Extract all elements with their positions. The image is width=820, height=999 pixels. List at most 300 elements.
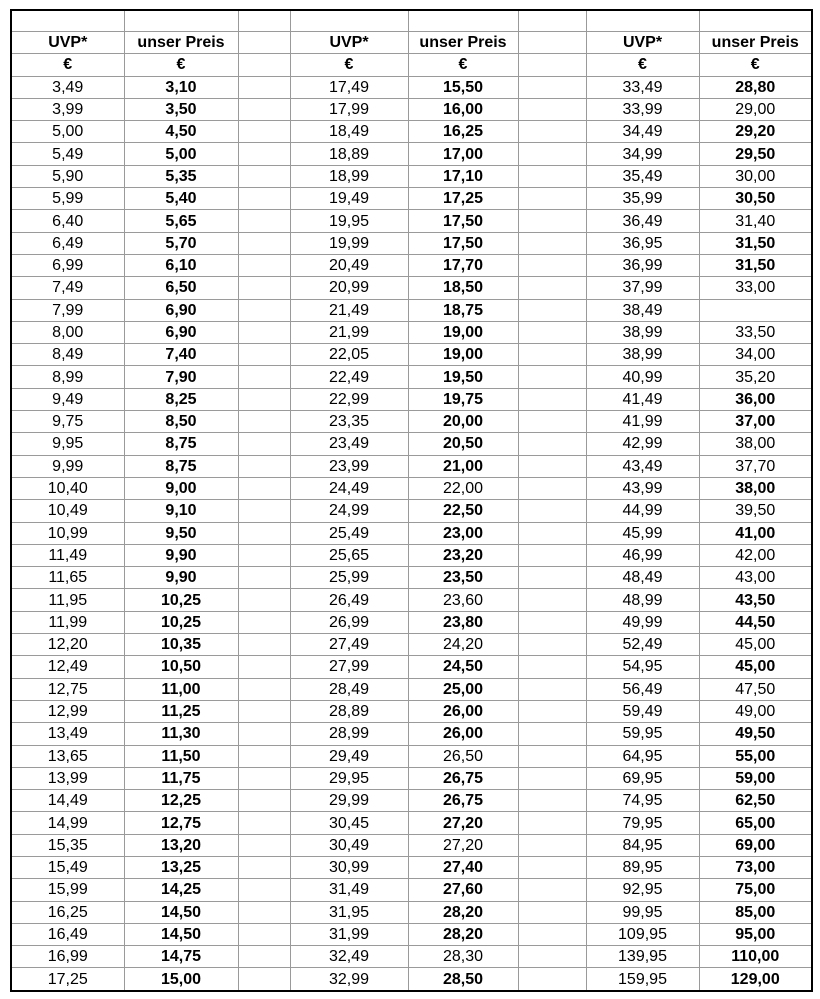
- unser-preis-cell[interactable]: 22,00: [408, 477, 518, 499]
- currency-cell[interactable]: €: [699, 54, 812, 76]
- uvp-cell[interactable]: 17,99: [290, 98, 408, 120]
- uvp-cell[interactable]: 56,49: [586, 678, 699, 700]
- unser-preis-cell[interactable]: 11,30: [124, 723, 238, 745]
- uvp-cell[interactable]: 24,99: [290, 500, 408, 522]
- uvp-cell[interactable]: 43,49: [586, 455, 699, 477]
- uvp-cell[interactable]: 5,90: [11, 165, 124, 187]
- uvp-cell[interactable]: 9,75: [11, 411, 124, 433]
- spacer-cell[interactable]: [238, 856, 290, 878]
- unser-preis-cell[interactable]: 38,00: [699, 433, 812, 455]
- spacer-cell[interactable]: [518, 433, 586, 455]
- uvp-cell[interactable]: 22,49: [290, 366, 408, 388]
- unser-preis-cell[interactable]: 14,50: [124, 923, 238, 945]
- spacer-cell[interactable]: [518, 678, 586, 700]
- uvp-cell[interactable]: 34,49: [586, 121, 699, 143]
- uvp-cell[interactable]: 23,99: [290, 455, 408, 477]
- uvp-cell[interactable]: 64,95: [586, 745, 699, 767]
- unser-preis-cell[interactable]: 9,90: [124, 544, 238, 566]
- spacer-cell[interactable]: [518, 411, 586, 433]
- uvp-cell[interactable]: 36,95: [586, 232, 699, 254]
- uvp-cell[interactable]: 31,49: [290, 879, 408, 901]
- uvp-cell[interactable]: 15,49: [11, 856, 124, 878]
- spacer-cell[interactable]: [518, 879, 586, 901]
- uvp-cell[interactable]: 45,99: [586, 522, 699, 544]
- unser-preis-cell[interactable]: 11,00: [124, 678, 238, 700]
- uvp-cell[interactable]: 99,95: [586, 901, 699, 923]
- unser-preis-cell[interactable]: 19,75: [408, 388, 518, 410]
- spacer-cell[interactable]: [518, 767, 586, 789]
- uvp-cell[interactable]: 9,95: [11, 433, 124, 455]
- unser-preis-cell[interactable]: 26,00: [408, 700, 518, 722]
- uvp-cell[interactable]: 41,49: [586, 388, 699, 410]
- unser-preis-cell[interactable]: 49,50: [699, 723, 812, 745]
- uvp-cell[interactable]: 33,99: [586, 98, 699, 120]
- unser-preis-cell[interactable]: 26,50: [408, 745, 518, 767]
- uvp-cell[interactable]: 27,49: [290, 634, 408, 656]
- unser-preis-cell[interactable]: 49,00: [699, 700, 812, 722]
- uvp-cell[interactable]: 79,95: [586, 812, 699, 834]
- spacer-cell[interactable]: [518, 477, 586, 499]
- unser-preis-cell[interactable]: 15,50: [408, 76, 518, 98]
- unser-preis-cell[interactable]: 31,50: [699, 254, 812, 276]
- spacer-cell[interactable]: [518, 946, 586, 968]
- spacer-cell[interactable]: [518, 277, 586, 299]
- unser-preis-cell[interactable]: 5,40: [124, 188, 238, 210]
- unser-preis-cell[interactable]: 5,65: [124, 210, 238, 232]
- unser-preis-cell[interactable]: 24,20: [408, 634, 518, 656]
- uvp-cell[interactable]: 5,00: [11, 121, 124, 143]
- unser-preis-cell[interactable]: 47,50: [699, 678, 812, 700]
- uvp-cell[interactable]: 20,99: [290, 277, 408, 299]
- currency-cell[interactable]: €: [11, 54, 124, 76]
- spacer-cell[interactable]: [518, 567, 586, 589]
- unser-preis-cell[interactable]: 55,00: [699, 745, 812, 767]
- spacer-cell[interactable]: [518, 723, 586, 745]
- unser-preis-cell[interactable]: 43,50: [699, 589, 812, 611]
- unser-preis-cell[interactable]: 42,00: [699, 544, 812, 566]
- uvp-cell[interactable]: 15,35: [11, 834, 124, 856]
- uvp-cell[interactable]: 16,99: [11, 946, 124, 968]
- unser-preis-cell[interactable]: 39,50: [699, 500, 812, 522]
- uvp-cell[interactable]: 74,95: [586, 790, 699, 812]
- spacer-cell[interactable]: [238, 433, 290, 455]
- uvp-cell[interactable]: 18,49: [290, 121, 408, 143]
- spacer-cell[interactable]: [238, 188, 290, 210]
- spacer-cell[interactable]: [238, 165, 290, 187]
- spacer-cell[interactable]: [238, 232, 290, 254]
- uvp-cell[interactable]: 36,49: [586, 210, 699, 232]
- currency-cell[interactable]: €: [124, 54, 238, 76]
- unser-preis-cell[interactable]: 9,90: [124, 567, 238, 589]
- spacer-cell[interactable]: [238, 143, 290, 165]
- unser-preis-cell[interactable]: 95,00: [699, 923, 812, 945]
- spacer-cell[interactable]: [518, 98, 586, 120]
- unser-preis-cell[interactable]: 17,25: [408, 188, 518, 210]
- unser-preis-cell[interactable]: 7,90: [124, 366, 238, 388]
- spacer-cell[interactable]: [518, 834, 586, 856]
- spacer-cell[interactable]: [518, 700, 586, 722]
- unser-preis-cell[interactable]: 29,00: [699, 98, 812, 120]
- spacer-cell[interactable]: [518, 366, 586, 388]
- unser-preis-cell[interactable]: 29,20: [699, 121, 812, 143]
- uvp-cell[interactable]: 5,49: [11, 143, 124, 165]
- spacer-cell[interactable]: [518, 812, 586, 834]
- unser-preis-cell[interactable]: 8,25: [124, 388, 238, 410]
- uvp-cell[interactable]: 10,40: [11, 477, 124, 499]
- spacer-cell[interactable]: [518, 254, 586, 276]
- unser-preis-cell[interactable]: 5,00: [124, 143, 238, 165]
- unser-preis-cell[interactable]: 5,70: [124, 232, 238, 254]
- uvp-header-2[interactable]: UVP*: [290, 32, 408, 54]
- unser-preis-cell[interactable]: 28,20: [408, 901, 518, 923]
- uvp-cell[interactable]: 8,49: [11, 344, 124, 366]
- unser-preis-cell[interactable]: 41,00: [699, 522, 812, 544]
- unser-preis-cell[interactable]: 11,50: [124, 745, 238, 767]
- uvp-cell[interactable]: 37,99: [586, 277, 699, 299]
- spacer-cell[interactable]: [518, 32, 586, 54]
- unser-preis-cell[interactable]: 22,50: [408, 500, 518, 522]
- unser-preis-cell[interactable]: 20,00: [408, 411, 518, 433]
- unser-preis-cell[interactable]: 12,75: [124, 812, 238, 834]
- blank-cell[interactable]: [699, 10, 812, 32]
- unser-preis-cell[interactable]: 28,30: [408, 946, 518, 968]
- unser-preis-cell[interactable]: 13,20: [124, 834, 238, 856]
- unser-preis-cell[interactable]: 6,50: [124, 277, 238, 299]
- spacer-cell[interactable]: [238, 477, 290, 499]
- unser-preis-cell[interactable]: 33,50: [699, 321, 812, 343]
- uvp-cell[interactable]: 27,99: [290, 656, 408, 678]
- spacer-cell[interactable]: [238, 54, 290, 76]
- unser-preis-cell[interactable]: 27,20: [408, 812, 518, 834]
- spacer-cell[interactable]: [238, 567, 290, 589]
- unser-preis-cell[interactable]: 6,90: [124, 321, 238, 343]
- uvp-cell[interactable]: 17,49: [290, 76, 408, 98]
- uvp-cell[interactable]: 9,49: [11, 388, 124, 410]
- uvp-cell[interactable]: 59,95: [586, 723, 699, 745]
- unser-preis-cell[interactable]: 7,40: [124, 344, 238, 366]
- uvp-cell[interactable]: 22,05: [290, 344, 408, 366]
- unser-preis-cell[interactable]: 14,75: [124, 946, 238, 968]
- uvp-cell[interactable]: 33,49: [586, 76, 699, 98]
- spacer-cell[interactable]: [238, 388, 290, 410]
- uvp-cell[interactable]: 38,99: [586, 344, 699, 366]
- uvp-cell[interactable]: 25,99: [290, 567, 408, 589]
- uvp-cell[interactable]: 35,49: [586, 165, 699, 187]
- spacer-cell[interactable]: [238, 611, 290, 633]
- unser-preis-cell[interactable]: 85,00: [699, 901, 812, 923]
- spacer-cell[interactable]: [518, 54, 586, 76]
- uvp-cell[interactable]: 12,75: [11, 678, 124, 700]
- unser-preis-cell[interactable]: 21,00: [408, 455, 518, 477]
- unser-preis-cell[interactable]: 3,10: [124, 76, 238, 98]
- spacer-cell[interactable]: [518, 745, 586, 767]
- spacer-cell[interactable]: [518, 121, 586, 143]
- unser-preis-header-1[interactable]: unser Preis: [124, 32, 238, 54]
- unser-preis-cell[interactable]: 27,40: [408, 856, 518, 878]
- unser-preis-cell[interactable]: 110,00: [699, 946, 812, 968]
- uvp-cell[interactable]: 12,99: [11, 700, 124, 722]
- spacer-cell[interactable]: [518, 143, 586, 165]
- unser-preis-cell[interactable]: 17,70: [408, 254, 518, 276]
- unser-preis-cell[interactable]: 3,50: [124, 98, 238, 120]
- uvp-cell[interactable]: 10,99: [11, 522, 124, 544]
- spacer-cell[interactable]: [518, 790, 586, 812]
- spacer-cell[interactable]: [238, 121, 290, 143]
- unser-preis-cell[interactable]: 4,50: [124, 121, 238, 143]
- blank-cell[interactable]: [290, 10, 408, 32]
- uvp-cell[interactable]: 109,95: [586, 923, 699, 945]
- uvp-cell[interactable]: 69,95: [586, 767, 699, 789]
- unser-preis-cell[interactable]: 27,20: [408, 834, 518, 856]
- uvp-cell[interactable]: 11,95: [11, 589, 124, 611]
- unser-preis-cell[interactable]: 14,50: [124, 901, 238, 923]
- uvp-cell[interactable]: 29,95: [290, 767, 408, 789]
- unser-preis-cell[interactable]: 65,00: [699, 812, 812, 834]
- unser-preis-cell[interactable]: 23,80: [408, 611, 518, 633]
- uvp-cell[interactable]: 26,99: [290, 611, 408, 633]
- spacer-cell[interactable]: [238, 589, 290, 611]
- unser-preis-cell[interactable]: 11,75: [124, 767, 238, 789]
- uvp-cell[interactable]: 43,99: [586, 477, 699, 499]
- unser-preis-cell[interactable]: 8,75: [124, 433, 238, 455]
- uvp-cell[interactable]: 21,99: [290, 321, 408, 343]
- spacer-cell[interactable]: [518, 901, 586, 923]
- uvp-cell[interactable]: 30,99: [290, 856, 408, 878]
- unser-preis-cell[interactable]: 19,00: [408, 321, 518, 343]
- unser-preis-cell[interactable]: 23,00: [408, 522, 518, 544]
- unser-preis-cell[interactable]: 44,50: [699, 611, 812, 633]
- spacer-cell[interactable]: [238, 968, 290, 991]
- unser-preis-cell[interactable]: 73,00: [699, 856, 812, 878]
- unser-preis-cell[interactable]: 25,00: [408, 678, 518, 700]
- uvp-cell[interactable]: 41,99: [586, 411, 699, 433]
- spacer-cell[interactable]: [238, 946, 290, 968]
- unser-preis-cell[interactable]: 129,00: [699, 968, 812, 991]
- uvp-cell[interactable]: 25,65: [290, 544, 408, 566]
- uvp-cell[interactable]: 18,89: [290, 143, 408, 165]
- unser-preis-cell[interactable]: 28,80: [699, 76, 812, 98]
- uvp-cell[interactable]: 48,99: [586, 589, 699, 611]
- unser-preis-cell[interactable]: 45,00: [699, 634, 812, 656]
- spacer-cell[interactable]: [238, 321, 290, 343]
- spacer-cell[interactable]: [238, 745, 290, 767]
- uvp-cell[interactable]: 14,99: [11, 812, 124, 834]
- unser-preis-cell[interactable]: 33,00: [699, 277, 812, 299]
- uvp-cell[interactable]: 20,49: [290, 254, 408, 276]
- uvp-cell[interactable]: 31,95: [290, 901, 408, 923]
- unser-preis-cell[interactable]: 11,25: [124, 700, 238, 722]
- uvp-cell[interactable]: 36,99: [586, 254, 699, 276]
- uvp-cell[interactable]: 31,99: [290, 923, 408, 945]
- uvp-cell[interactable]: 19,49: [290, 188, 408, 210]
- spacer-cell[interactable]: [518, 76, 586, 98]
- spacer-cell[interactable]: [518, 455, 586, 477]
- unser-preis-cell[interactable]: 26,00: [408, 723, 518, 745]
- uvp-cell[interactable]: 28,99: [290, 723, 408, 745]
- uvp-cell[interactable]: 5,99: [11, 188, 124, 210]
- uvp-cell[interactable]: 19,99: [290, 232, 408, 254]
- unser-preis-cell[interactable]: 38,00: [699, 477, 812, 499]
- currency-cell[interactable]: €: [408, 54, 518, 76]
- uvp-cell[interactable]: 38,49: [586, 299, 699, 321]
- uvp-cell[interactable]: 10,49: [11, 500, 124, 522]
- unser-preis-cell[interactable]: 19,00: [408, 344, 518, 366]
- uvp-cell[interactable]: 159,95: [586, 968, 699, 991]
- uvp-cell[interactable]: 6,99: [11, 254, 124, 276]
- unser-preis-cell[interactable]: 6,10: [124, 254, 238, 276]
- uvp-cell[interactable]: 19,95: [290, 210, 408, 232]
- unser-preis-cell[interactable]: 69,00: [699, 834, 812, 856]
- spacer-cell[interactable]: [238, 700, 290, 722]
- unser-preis-cell[interactable]: 23,20: [408, 544, 518, 566]
- unser-preis-cell[interactable]: 10,25: [124, 611, 238, 633]
- uvp-cell[interactable]: 6,49: [11, 232, 124, 254]
- uvp-cell[interactable]: 35,99: [586, 188, 699, 210]
- spacer-cell[interactable]: [238, 500, 290, 522]
- uvp-cell[interactable]: 139,95: [586, 946, 699, 968]
- spacer-cell[interactable]: [238, 656, 290, 678]
- uvp-cell[interactable]: 89,95: [586, 856, 699, 878]
- unser-preis-cell[interactable]: 26,75: [408, 790, 518, 812]
- unser-preis-cell[interactable]: 8,75: [124, 455, 238, 477]
- unser-preis-cell[interactable]: 75,00: [699, 879, 812, 901]
- unser-preis-cell[interactable]: 20,50: [408, 433, 518, 455]
- spacer-cell[interactable]: [238, 98, 290, 120]
- uvp-cell[interactable]: 32,49: [290, 946, 408, 968]
- spacer-cell[interactable]: [238, 277, 290, 299]
- spacer-cell[interactable]: [238, 723, 290, 745]
- unser-preis-cell[interactable]: 10,25: [124, 589, 238, 611]
- unser-preis-cell[interactable]: 27,60: [408, 879, 518, 901]
- uvp-cell[interactable]: 34,99: [586, 143, 699, 165]
- spacer-cell[interactable]: [238, 790, 290, 812]
- uvp-cell[interactable]: 11,49: [11, 544, 124, 566]
- uvp-cell[interactable]: 30,49: [290, 834, 408, 856]
- uvp-cell[interactable]: 26,49: [290, 589, 408, 611]
- spacer-cell[interactable]: [518, 321, 586, 343]
- uvp-cell[interactable]: 21,49: [290, 299, 408, 321]
- unser-preis-cell[interactable]: 15,00: [124, 968, 238, 991]
- spacer-cell[interactable]: [518, 500, 586, 522]
- unser-preis-cell[interactable]: 16,25: [408, 121, 518, 143]
- uvp-cell[interactable]: 17,25: [11, 968, 124, 991]
- spacer-cell[interactable]: [518, 611, 586, 633]
- spacer-cell[interactable]: [238, 834, 290, 856]
- unser-preis-cell[interactable]: 23,60: [408, 589, 518, 611]
- unser-preis-cell[interactable]: 9,50: [124, 522, 238, 544]
- spacer-cell[interactable]: [518, 344, 586, 366]
- uvp-cell[interactable]: 13,99: [11, 767, 124, 789]
- unser-preis-cell[interactable]: 36,00: [699, 388, 812, 410]
- uvp-cell[interactable]: 23,35: [290, 411, 408, 433]
- uvp-cell[interactable]: 38,99: [586, 321, 699, 343]
- uvp-cell[interactable]: 30,45: [290, 812, 408, 834]
- uvp-cell[interactable]: 42,99: [586, 433, 699, 455]
- spacer-cell[interactable]: [518, 522, 586, 544]
- spacer-cell[interactable]: [518, 165, 586, 187]
- unser-preis-cell[interactable]: 17,10: [408, 165, 518, 187]
- uvp-cell[interactable]: 13,49: [11, 723, 124, 745]
- uvp-cell[interactable]: 84,95: [586, 834, 699, 856]
- unser-preis-cell[interactable]: 18,50: [408, 277, 518, 299]
- unser-preis-cell[interactable]: 28,50: [408, 968, 518, 991]
- blank-cell[interactable]: [408, 10, 518, 32]
- spacer-cell[interactable]: [238, 344, 290, 366]
- uvp-cell[interactable]: 13,65: [11, 745, 124, 767]
- uvp-cell[interactable]: 9,99: [11, 455, 124, 477]
- unser-preis-cell[interactable]: 45,00: [699, 656, 812, 678]
- unser-preis-cell[interactable]: 30,00: [699, 165, 812, 187]
- unser-preis-cell[interactable]: 26,75: [408, 767, 518, 789]
- uvp-cell[interactable]: 16,49: [11, 923, 124, 945]
- unser-preis-cell[interactable]: 35,20: [699, 366, 812, 388]
- unser-preis-cell[interactable]: 23,50: [408, 567, 518, 589]
- uvp-cell[interactable]: 12,20: [11, 634, 124, 656]
- uvp-cell[interactable]: 92,95: [586, 879, 699, 901]
- unser-preis-cell[interactable]: 13,25: [124, 856, 238, 878]
- spacer-cell[interactable]: [518, 634, 586, 656]
- spacer-cell[interactable]: [518, 299, 586, 321]
- uvp-cell[interactable]: 8,99: [11, 366, 124, 388]
- unser-preis-cell[interactable]: 43,00: [699, 567, 812, 589]
- unser-preis-cell[interactable]: 29,50: [699, 143, 812, 165]
- blank-cell[interactable]: [518, 10, 586, 32]
- unser-preis-cell[interactable]: 14,25: [124, 879, 238, 901]
- uvp-cell[interactable]: 7,49: [11, 277, 124, 299]
- uvp-cell[interactable]: 40,99: [586, 366, 699, 388]
- uvp-header-1[interactable]: UVP*: [11, 32, 124, 54]
- spacer-cell[interactable]: [518, 968, 586, 991]
- uvp-cell[interactable]: 48,49: [586, 567, 699, 589]
- blank-cell[interactable]: [586, 10, 699, 32]
- unser-preis-cell[interactable]: 34,00: [699, 344, 812, 366]
- unser-preis-cell[interactable]: 17,50: [408, 232, 518, 254]
- unser-preis-cell[interactable]: 37,00: [699, 411, 812, 433]
- spacer-cell[interactable]: [238, 32, 290, 54]
- unser-preis-cell[interactable]: 5,35: [124, 165, 238, 187]
- unser-preis-cell[interactable]: 12,25: [124, 790, 238, 812]
- spacer-cell[interactable]: [238, 455, 290, 477]
- currency-cell[interactable]: €: [586, 54, 699, 76]
- unser-preis-cell[interactable]: 17,00: [408, 143, 518, 165]
- uvp-cell[interactable]: 49,99: [586, 611, 699, 633]
- unser-preis-cell[interactable]: 31,50: [699, 232, 812, 254]
- unser-preis-cell[interactable]: 24,50: [408, 656, 518, 678]
- uvp-cell[interactable]: 59,49: [586, 700, 699, 722]
- spacer-cell[interactable]: [238, 678, 290, 700]
- uvp-cell[interactable]: 28,89: [290, 700, 408, 722]
- unser-preis-header-2[interactable]: unser Preis: [408, 32, 518, 54]
- currency-cell[interactable]: €: [290, 54, 408, 76]
- uvp-header-3[interactable]: UVP*: [586, 32, 699, 54]
- spacer-cell[interactable]: [238, 812, 290, 834]
- unser-preis-cell[interactable]: 19,50: [408, 366, 518, 388]
- blank-cell[interactable]: [11, 10, 124, 32]
- unser-preis-cell[interactable]: 9,00: [124, 477, 238, 499]
- unser-preis-cell[interactable]: [699, 299, 812, 321]
- unser-preis-cell[interactable]: 10,50: [124, 656, 238, 678]
- uvp-cell[interactable]: 3,49: [11, 76, 124, 98]
- uvp-cell[interactable]: 24,49: [290, 477, 408, 499]
- blank-cell[interactable]: [124, 10, 238, 32]
- unser-preis-cell[interactable]: 31,40: [699, 210, 812, 232]
- spacer-cell[interactable]: [518, 388, 586, 410]
- spacer-cell[interactable]: [238, 299, 290, 321]
- uvp-cell[interactable]: 44,99: [586, 500, 699, 522]
- spacer-cell[interactable]: [238, 210, 290, 232]
- unser-preis-cell[interactable]: 9,10: [124, 500, 238, 522]
- spacer-cell[interactable]: [238, 411, 290, 433]
